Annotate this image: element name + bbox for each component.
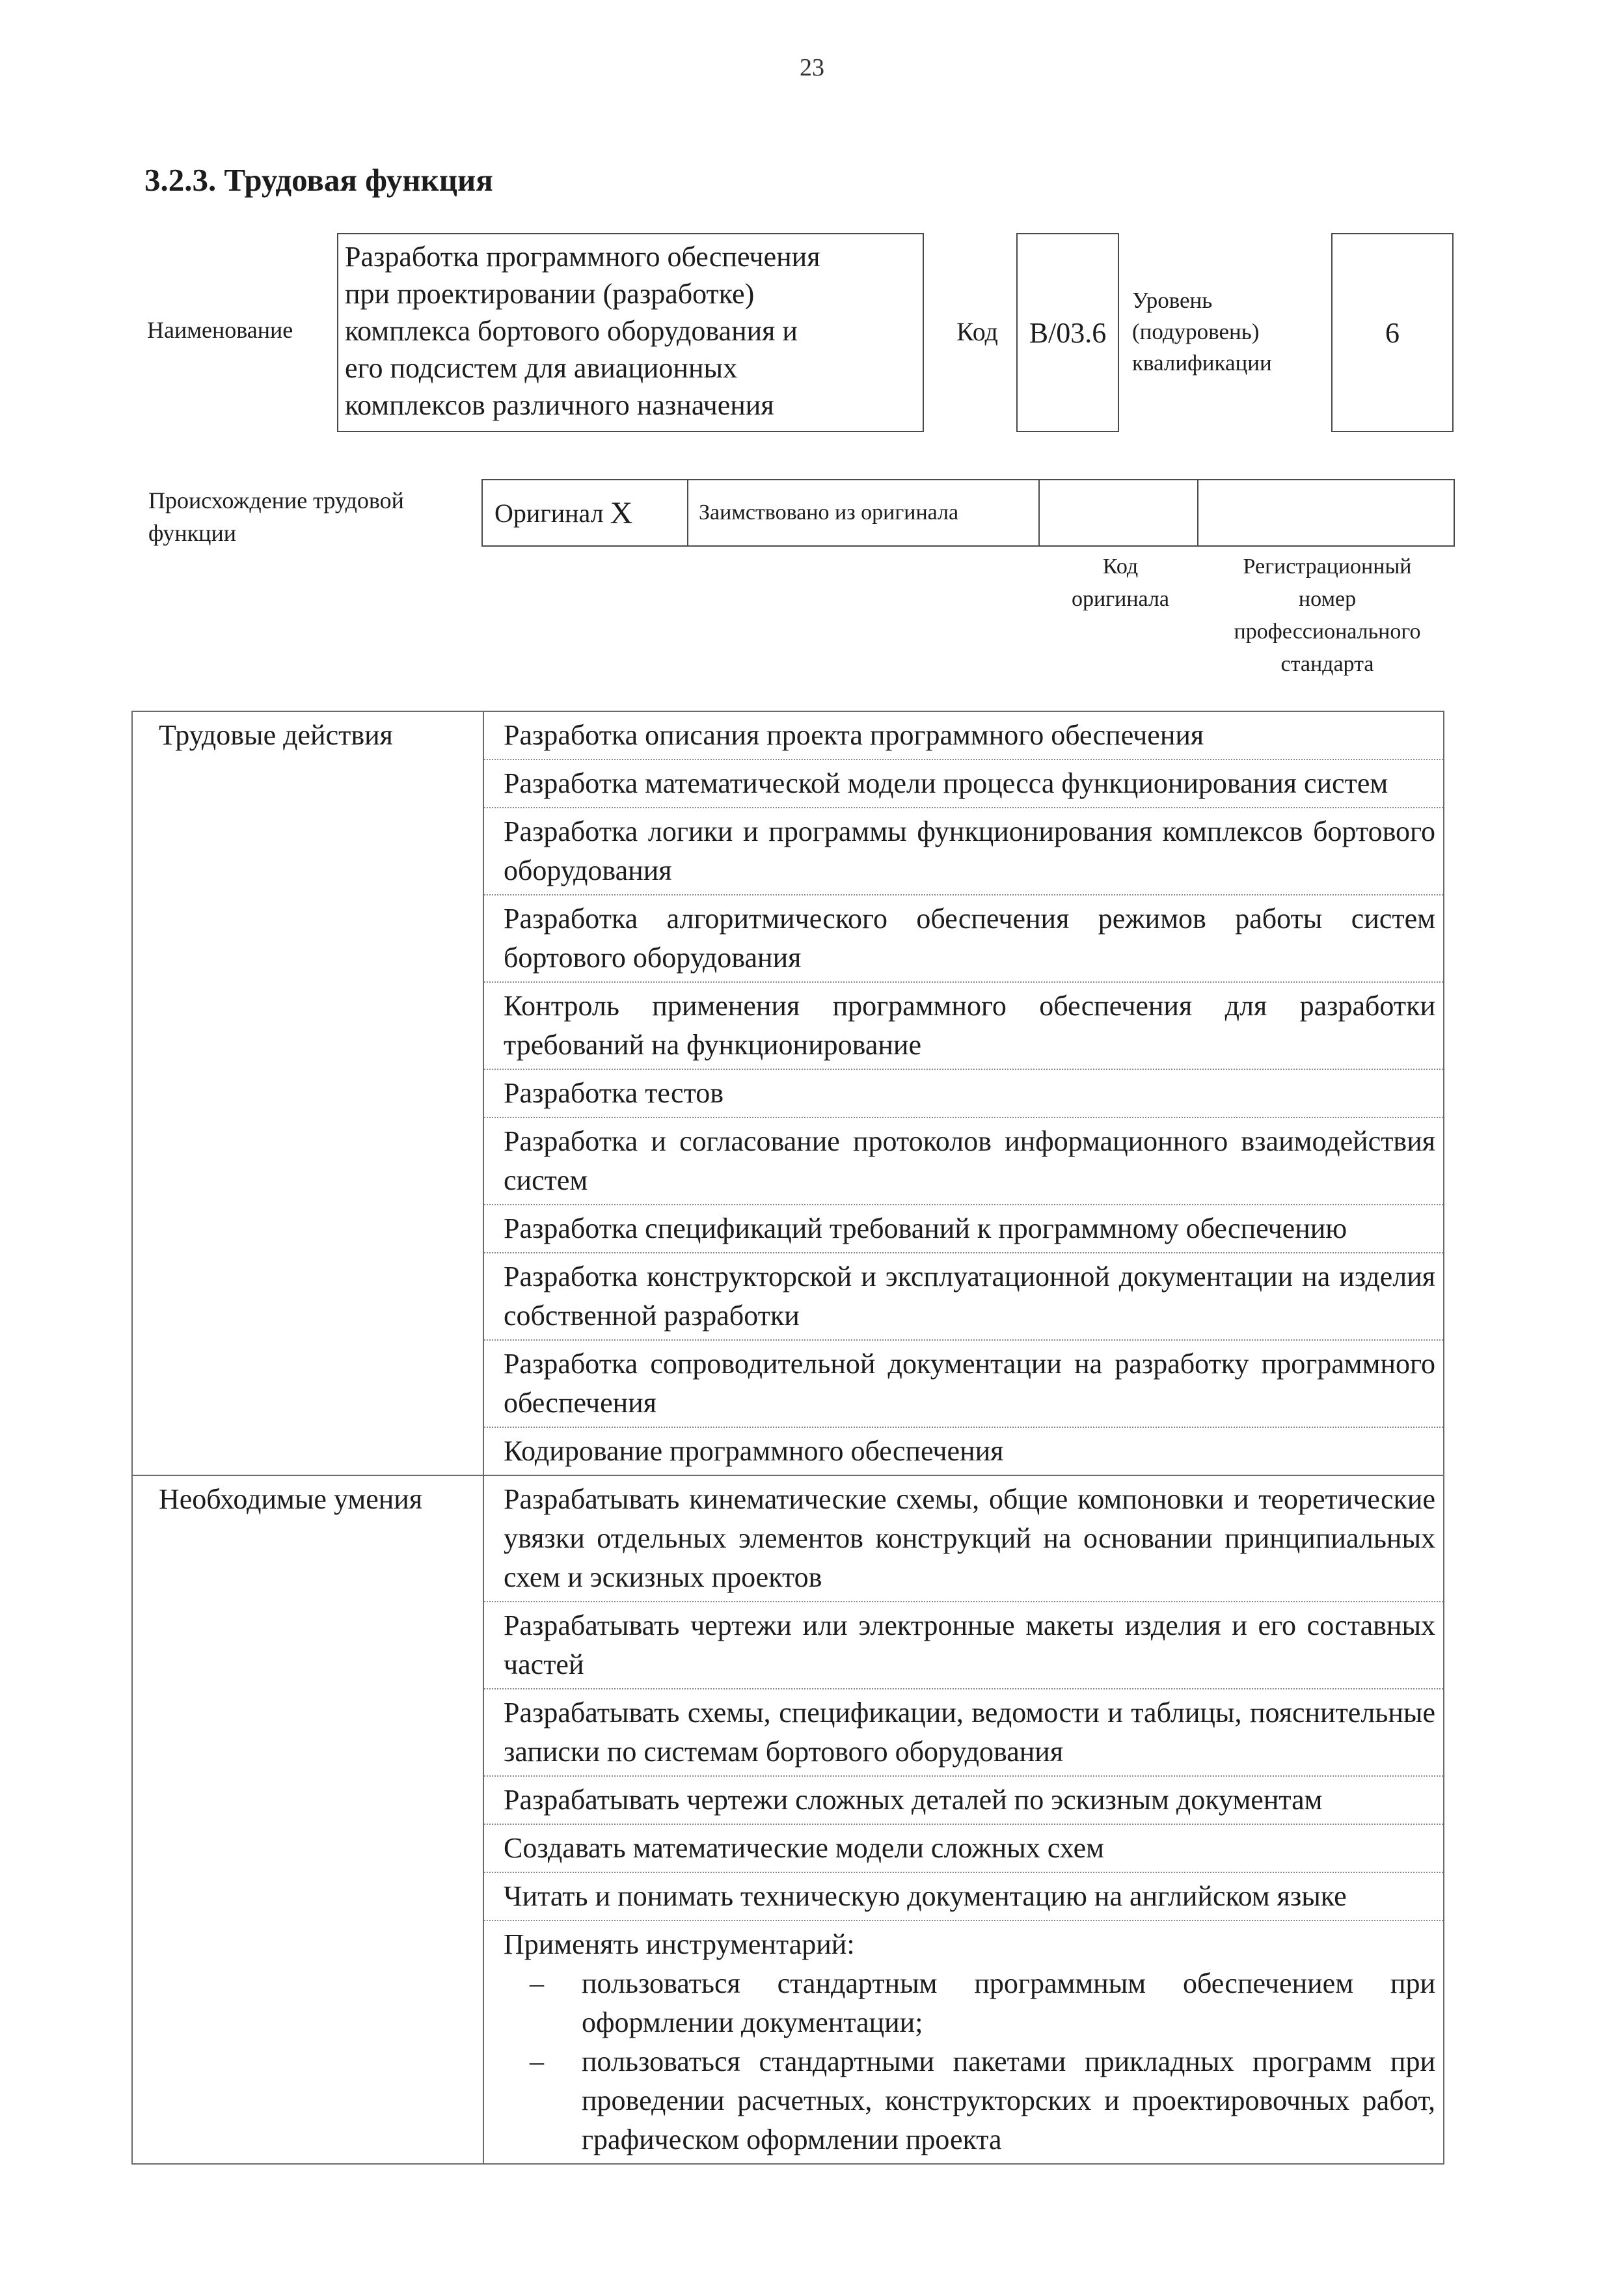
dash-bullet: – xyxy=(530,2045,544,2077)
labor-action-item: Разработка описания проекта программного обеспечения xyxy=(504,719,1204,751)
dash-bullet: – xyxy=(530,1967,544,1999)
skill-tool-text: пользоваться стандартными пакетами прикладных программ при проведении расчетных, конструкторских и проектировочных работ, графическом оформлении проекта xyxy=(582,2045,1435,2155)
registration-number-caption xyxy=(1201,551,1454,681)
caption-line: стандарта xyxy=(1280,652,1374,676)
original-code-cell xyxy=(1040,480,1198,545)
caption-line: Регистрационный xyxy=(1243,554,1412,579)
origin-label-line: функции xyxy=(148,520,236,546)
section-title: 3.2.3. Трудовая функция xyxy=(144,162,493,198)
function-name-box xyxy=(337,233,924,432)
labor-action-item: Контроль применения программного обеспечения для разработки требований на функционирование xyxy=(484,981,1443,1069)
labor-action-item: Разработка математической модели процесса функционирования систем xyxy=(484,759,1443,807)
code-value: B/03.6 xyxy=(1016,233,1119,432)
labor-action-item: Разработка логики и программы функционирования комплексов бортового оборудования xyxy=(484,807,1443,894)
original-code-caption xyxy=(1040,551,1201,616)
level-label-line: квалификации xyxy=(1132,350,1272,376)
skill-item: Читать и понимать техническую документацию на английском языке xyxy=(484,1872,1443,1920)
labor-actions-list xyxy=(484,712,1443,1475)
page-number: 23 xyxy=(800,54,824,81)
skill-item: Разрабатывать схемы, спецификации, ведомости и таблицы, пояснительные записки по системам бортового оборудования xyxy=(484,1688,1443,1775)
skill-item: Разрабатывать чертежи сложных деталей по эскизным документам xyxy=(484,1775,1443,1824)
labor-action-item: Разработка тестов xyxy=(484,1069,1443,1117)
skill-tools-list xyxy=(504,1964,1435,2159)
skill-tool-item xyxy=(504,2042,1435,2159)
original-cell xyxy=(483,480,688,545)
skill-tool-text: пользоваться стандартным программным обеспечением при оформлении документации; xyxy=(582,1967,1435,2038)
skills-block xyxy=(133,1475,1443,2163)
labor-action-item: Кодирование программного обеспечения xyxy=(484,1427,1443,1475)
original-label: Оригинал xyxy=(494,498,604,528)
caption-line: профессионального xyxy=(1234,620,1421,644)
function-name-line: комплекса бортового оборудования и xyxy=(345,315,798,347)
caption-line: Код xyxy=(1102,554,1139,579)
origin-label-line: Происхождение трудовой xyxy=(148,487,404,513)
original-mark: X xyxy=(610,495,633,530)
skill-item: Разрабатывать кинематические схемы, общие компоновки и теоретические увязки отдельных элементов конструкций на основании принципиальных схем и эскизных проектов xyxy=(504,1483,1435,1593)
skill-tool-item xyxy=(504,1964,1435,2042)
labor-action-item: Разработка алгоритмического обеспечения режимов работы систем бортового оборудования xyxy=(484,894,1443,981)
function-name-line: Разработка программного обеспечения xyxy=(345,241,820,273)
level-label-line: Уровень xyxy=(1132,288,1213,313)
function-name-line: его подсистем для авиационных xyxy=(345,352,738,384)
labor-action-item: Разработка спецификаций требований к программному обеспечению xyxy=(484,1204,1443,1252)
skill-item: Разрабатывать чертежи или электронные макеты изделия и его составных частей xyxy=(484,1601,1443,1688)
function-name-line: комплексов различного назначения xyxy=(345,389,774,421)
level-value: 6 xyxy=(1331,233,1454,432)
function-details-table xyxy=(131,711,1444,2165)
skill-item: Создавать математические модели сложных схем xyxy=(484,1824,1443,1872)
borrowed-cell: Заимствовано из оригинала xyxy=(688,480,1040,545)
origin-table xyxy=(481,479,1455,547)
origin-label xyxy=(148,484,404,549)
labor-actions-block xyxy=(133,712,1443,1475)
caption-line: оригинала xyxy=(1072,587,1169,611)
level-label xyxy=(1132,285,1272,379)
caption-line: номер xyxy=(1298,587,1357,611)
labor-action-item: Разработка и согласование протоколов информационного взаимодействия систем xyxy=(484,1117,1443,1204)
labor-action-item: Разработка сопроводительной документации на разработку программного обеспечения xyxy=(484,1339,1443,1427)
skill-tools-intro: Применять инструментарий: xyxy=(504,1928,855,1960)
labor-action-item: Разработка конструкторской и эксплуатационной документации на изделия собственной разработки xyxy=(484,1252,1443,1339)
skills-label: Необходимые умения xyxy=(133,1476,484,2163)
skill-tools-item xyxy=(484,1920,1443,2163)
name-label: Наименование xyxy=(147,317,293,343)
code-label: Код xyxy=(956,317,998,346)
registration-number-cell xyxy=(1198,480,1454,545)
level-label-line: (подуровень) xyxy=(1132,319,1260,344)
function-name-line: при проектировании (разработке) xyxy=(345,278,755,310)
skills-list xyxy=(484,1476,1443,2163)
labor-actions-label: Трудовые действия xyxy=(133,712,484,1475)
